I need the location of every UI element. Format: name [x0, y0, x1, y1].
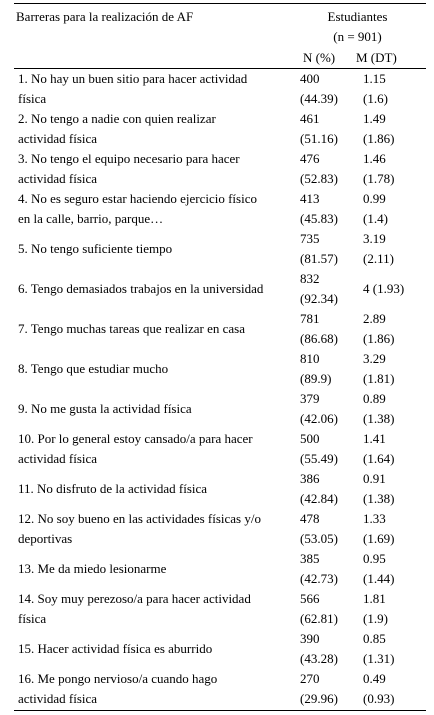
table-row — [0, 429, 434, 469]
barrier-label-line: 16. Me pongo nervioso/a cuando hago — [18, 671, 218, 686]
mean-sd-cell — [363, 389, 429, 429]
barrier-label — [18, 359, 294, 379]
barrier-label — [18, 559, 294, 579]
n-percent-cell — [300, 309, 360, 349]
percent-value: (51.16) — [300, 131, 338, 146]
barrier-label-line: deportivas — [18, 531, 73, 546]
percent-value: (81.57) — [300, 251, 338, 266]
barrier-label — [18, 429, 294, 469]
table-row — [0, 149, 434, 189]
sample-size-label: (n = 901) — [333, 29, 382, 44]
barrier-label-line: 2. No tengo a nadie con quien realizar — [18, 111, 216, 126]
mean-value: 3.29 — [363, 351, 386, 366]
count-value: 386 — [300, 471, 320, 486]
mean-sd-cell — [363, 189, 429, 229]
percent-value: (42.84) — [300, 491, 338, 506]
mean-value: 1.81 — [363, 591, 386, 606]
barrier-label — [18, 479, 294, 499]
barrier-label — [18, 279, 294, 299]
table-row — [0, 589, 434, 629]
n-percent-cell — [300, 589, 360, 629]
n-percent-cell — [300, 189, 360, 229]
table-row — [0, 109, 434, 149]
barrier-label — [18, 149, 294, 189]
barrier-label — [18, 189, 294, 229]
mean-value: 0.95 — [363, 551, 386, 566]
count-value: 566 — [300, 591, 320, 606]
table-row — [0, 269, 434, 309]
table-row — [0, 229, 434, 269]
mean-sd-column-header: M (DT) — [356, 50, 397, 65]
sd-value: (0.93) — [363, 691, 395, 706]
barrier-label-line: en la calle, barrio, parque… — [18, 211, 164, 226]
n-percent-cell — [300, 69, 360, 109]
barrier-label — [18, 69, 294, 109]
table-row — [0, 69, 434, 109]
n-percent-cell — [300, 429, 360, 469]
sd-value: (1.78) — [363, 171, 395, 186]
mean-value: 1.33 — [363, 511, 386, 526]
table-row — [0, 389, 434, 429]
mean-value: 0.99 — [363, 191, 386, 206]
table-row — [0, 669, 434, 709]
table-row — [0, 629, 434, 669]
barrier-label — [18, 319, 294, 339]
count-value: 476 — [300, 151, 320, 166]
mean-sd-cell — [363, 429, 429, 469]
mean-sd-cell — [363, 229, 429, 269]
barrier-label — [18, 399, 294, 419]
barrier-label — [18, 509, 294, 549]
mean-sd-cell — [363, 69, 429, 109]
sd-value: (1.86) — [363, 131, 395, 146]
table-bottom-rule — [14, 710, 426, 711]
count-value: 735 — [300, 231, 320, 246]
percent-value: (92.34) — [300, 291, 338, 306]
barrier-label-line: actividad física — [18, 171, 98, 186]
percent-value: (86.68) — [300, 331, 338, 346]
barrier-label-line: 9. No me gusta la actividad física — [18, 401, 192, 416]
n-percent-cell — [300, 629, 360, 669]
barrier-label-line: 4. No es seguro estar haciendo ejercicio físico — [18, 191, 257, 206]
mean-sd-cell — [363, 469, 429, 509]
count-value: 270 — [300, 671, 320, 686]
mean-sd-cell — [363, 279, 429, 299]
barrier-label-line: 15. Hacer actividad física es aburrido — [18, 641, 213, 656]
mean-value: 1.46 — [363, 151, 386, 166]
n-percent-cell — [300, 549, 360, 589]
mean-sd-cell — [363, 589, 429, 629]
percent-value: (29.96) — [300, 691, 338, 706]
mean-sd-cell — [363, 549, 429, 589]
table-row — [0, 469, 434, 509]
percent-value: (53.05) — [300, 531, 338, 546]
barrier-label-line: 3. No tengo el equipo necesario para hacer — [18, 151, 240, 166]
n-percent-column-header: N (%) — [303, 50, 336, 65]
percent-value: (43.28) — [300, 651, 338, 666]
sd-value: (1.38) — [363, 411, 395, 426]
barriers-column-header: Barreras para la realización de AF — [16, 9, 194, 24]
mean-sd-cell — [363, 349, 429, 389]
mean-value: 2.89 — [363, 311, 386, 326]
barrier-label-line: física — [18, 611, 47, 626]
percent-value: (89.9) — [300, 371, 332, 386]
mean-sd-cell — [363, 109, 429, 149]
sd-value: (1.64) — [363, 451, 395, 466]
count-value: 461 — [300, 111, 320, 126]
percent-value: (45.83) — [300, 211, 338, 226]
barrier-label-line: 6. Tengo demasiados trabajos en la universidad — [18, 281, 264, 296]
mean-value: 1.49 — [363, 111, 386, 126]
count-value: 400 — [300, 71, 320, 86]
n-percent-cell — [300, 389, 360, 429]
sd-value: (1.31) — [363, 651, 395, 666]
barrier-label-line: 1. No hay un buen sitio para hacer actividad — [18, 71, 248, 86]
barrier-label-line: actividad física — [18, 131, 98, 146]
percent-value: (42.06) — [300, 411, 338, 426]
mean-sd-cell — [363, 669, 429, 709]
n-percent-cell — [300, 669, 360, 709]
barrier-label — [18, 639, 294, 659]
table-top-rule — [14, 3, 426, 4]
count-value: 500 — [300, 431, 320, 446]
count-value: 413 — [300, 191, 320, 206]
n-percent-cell — [300, 469, 360, 509]
sd-value: (1.9) — [363, 611, 388, 626]
count-value: 379 — [300, 391, 320, 406]
mean-value: 0.49 — [363, 671, 386, 686]
mean-value: 0.85 — [363, 631, 386, 646]
percent-value: (52.83) — [300, 171, 338, 186]
table-body — [0, 69, 434, 709]
n-percent-cell — [300, 269, 360, 309]
barrier-label-line: física — [18, 91, 47, 106]
count-value: 832 — [300, 271, 320, 286]
mean-sd-cell — [363, 309, 429, 349]
percent-value: (44.39) — [300, 91, 338, 106]
barrier-label-line: 13. Me da miedo lesionarme — [18, 561, 167, 576]
barrier-label-line: actividad física — [18, 451, 98, 466]
barrier-label-line: 14. Soy muy perezoso/a para hacer actividad — [18, 591, 251, 606]
percent-value: (42.73) — [300, 571, 338, 586]
mean-sd-cell — [363, 149, 429, 189]
mean-sd-cell — [363, 629, 429, 669]
table-row — [0, 349, 434, 389]
barrier-label — [18, 589, 294, 629]
table-row — [0, 549, 434, 589]
sd-value: (1.38) — [363, 491, 395, 506]
percent-value: (55.49) — [300, 451, 338, 466]
students-group-header: Estudiantes — [327, 9, 388, 24]
percent-value: (62.81) — [300, 611, 338, 626]
barrier-label-line: 7. Tengo muchas tareas que realizar en casa — [18, 321, 245, 336]
barrier-label-line: 5. No tengo suficiente tiempo — [18, 241, 173, 256]
n-percent-cell — [300, 509, 360, 549]
mean-value: 1.41 — [363, 431, 386, 446]
sd-value: (1.6) — [363, 91, 388, 106]
sd-value: (2.11) — [363, 251, 394, 266]
sd-value: (1.81) — [363, 371, 395, 386]
n-percent-cell — [300, 229, 360, 269]
count-value: 390 — [300, 631, 320, 646]
mean-value: 4 (1.93) — [363, 281, 405, 296]
barrier-label — [18, 669, 294, 709]
n-percent-cell — [300, 109, 360, 149]
barrier-label-line: 10. Por lo general estoy cansado/a para hacer — [18, 431, 253, 446]
mean-value: 3.19 — [363, 231, 386, 246]
n-percent-cell — [300, 149, 360, 189]
barrier-label — [18, 109, 294, 149]
count-value: 810 — [300, 351, 320, 366]
table-row — [0, 309, 434, 349]
barrier-label-line: actividad física — [18, 691, 98, 706]
sd-value: (1.44) — [363, 571, 395, 586]
mean-value: 1.15 — [363, 71, 386, 86]
sd-value: (1.4) — [363, 211, 388, 226]
table-row — [0, 509, 434, 549]
mean-value: 0.89 — [363, 391, 386, 406]
sd-value: (1.69) — [363, 531, 395, 546]
n-percent-cell — [300, 349, 360, 389]
mean-sd-cell — [363, 509, 429, 549]
table-row — [0, 189, 434, 229]
mean-value: 0.91 — [363, 471, 386, 486]
count-value: 385 — [300, 551, 320, 566]
barrier-label-line: 12. No soy bueno en las actividades físicas y/o — [18, 511, 261, 526]
count-value: 781 — [300, 311, 320, 326]
barrier-label — [18, 239, 294, 259]
barrier-label-line: 11. No disfruto de la actividad física — [18, 481, 208, 496]
barrier-label-line: 8. Tengo que estudiar mucho — [18, 361, 169, 376]
sd-value: (1.86) — [363, 331, 395, 346]
count-value: 478 — [300, 511, 320, 526]
